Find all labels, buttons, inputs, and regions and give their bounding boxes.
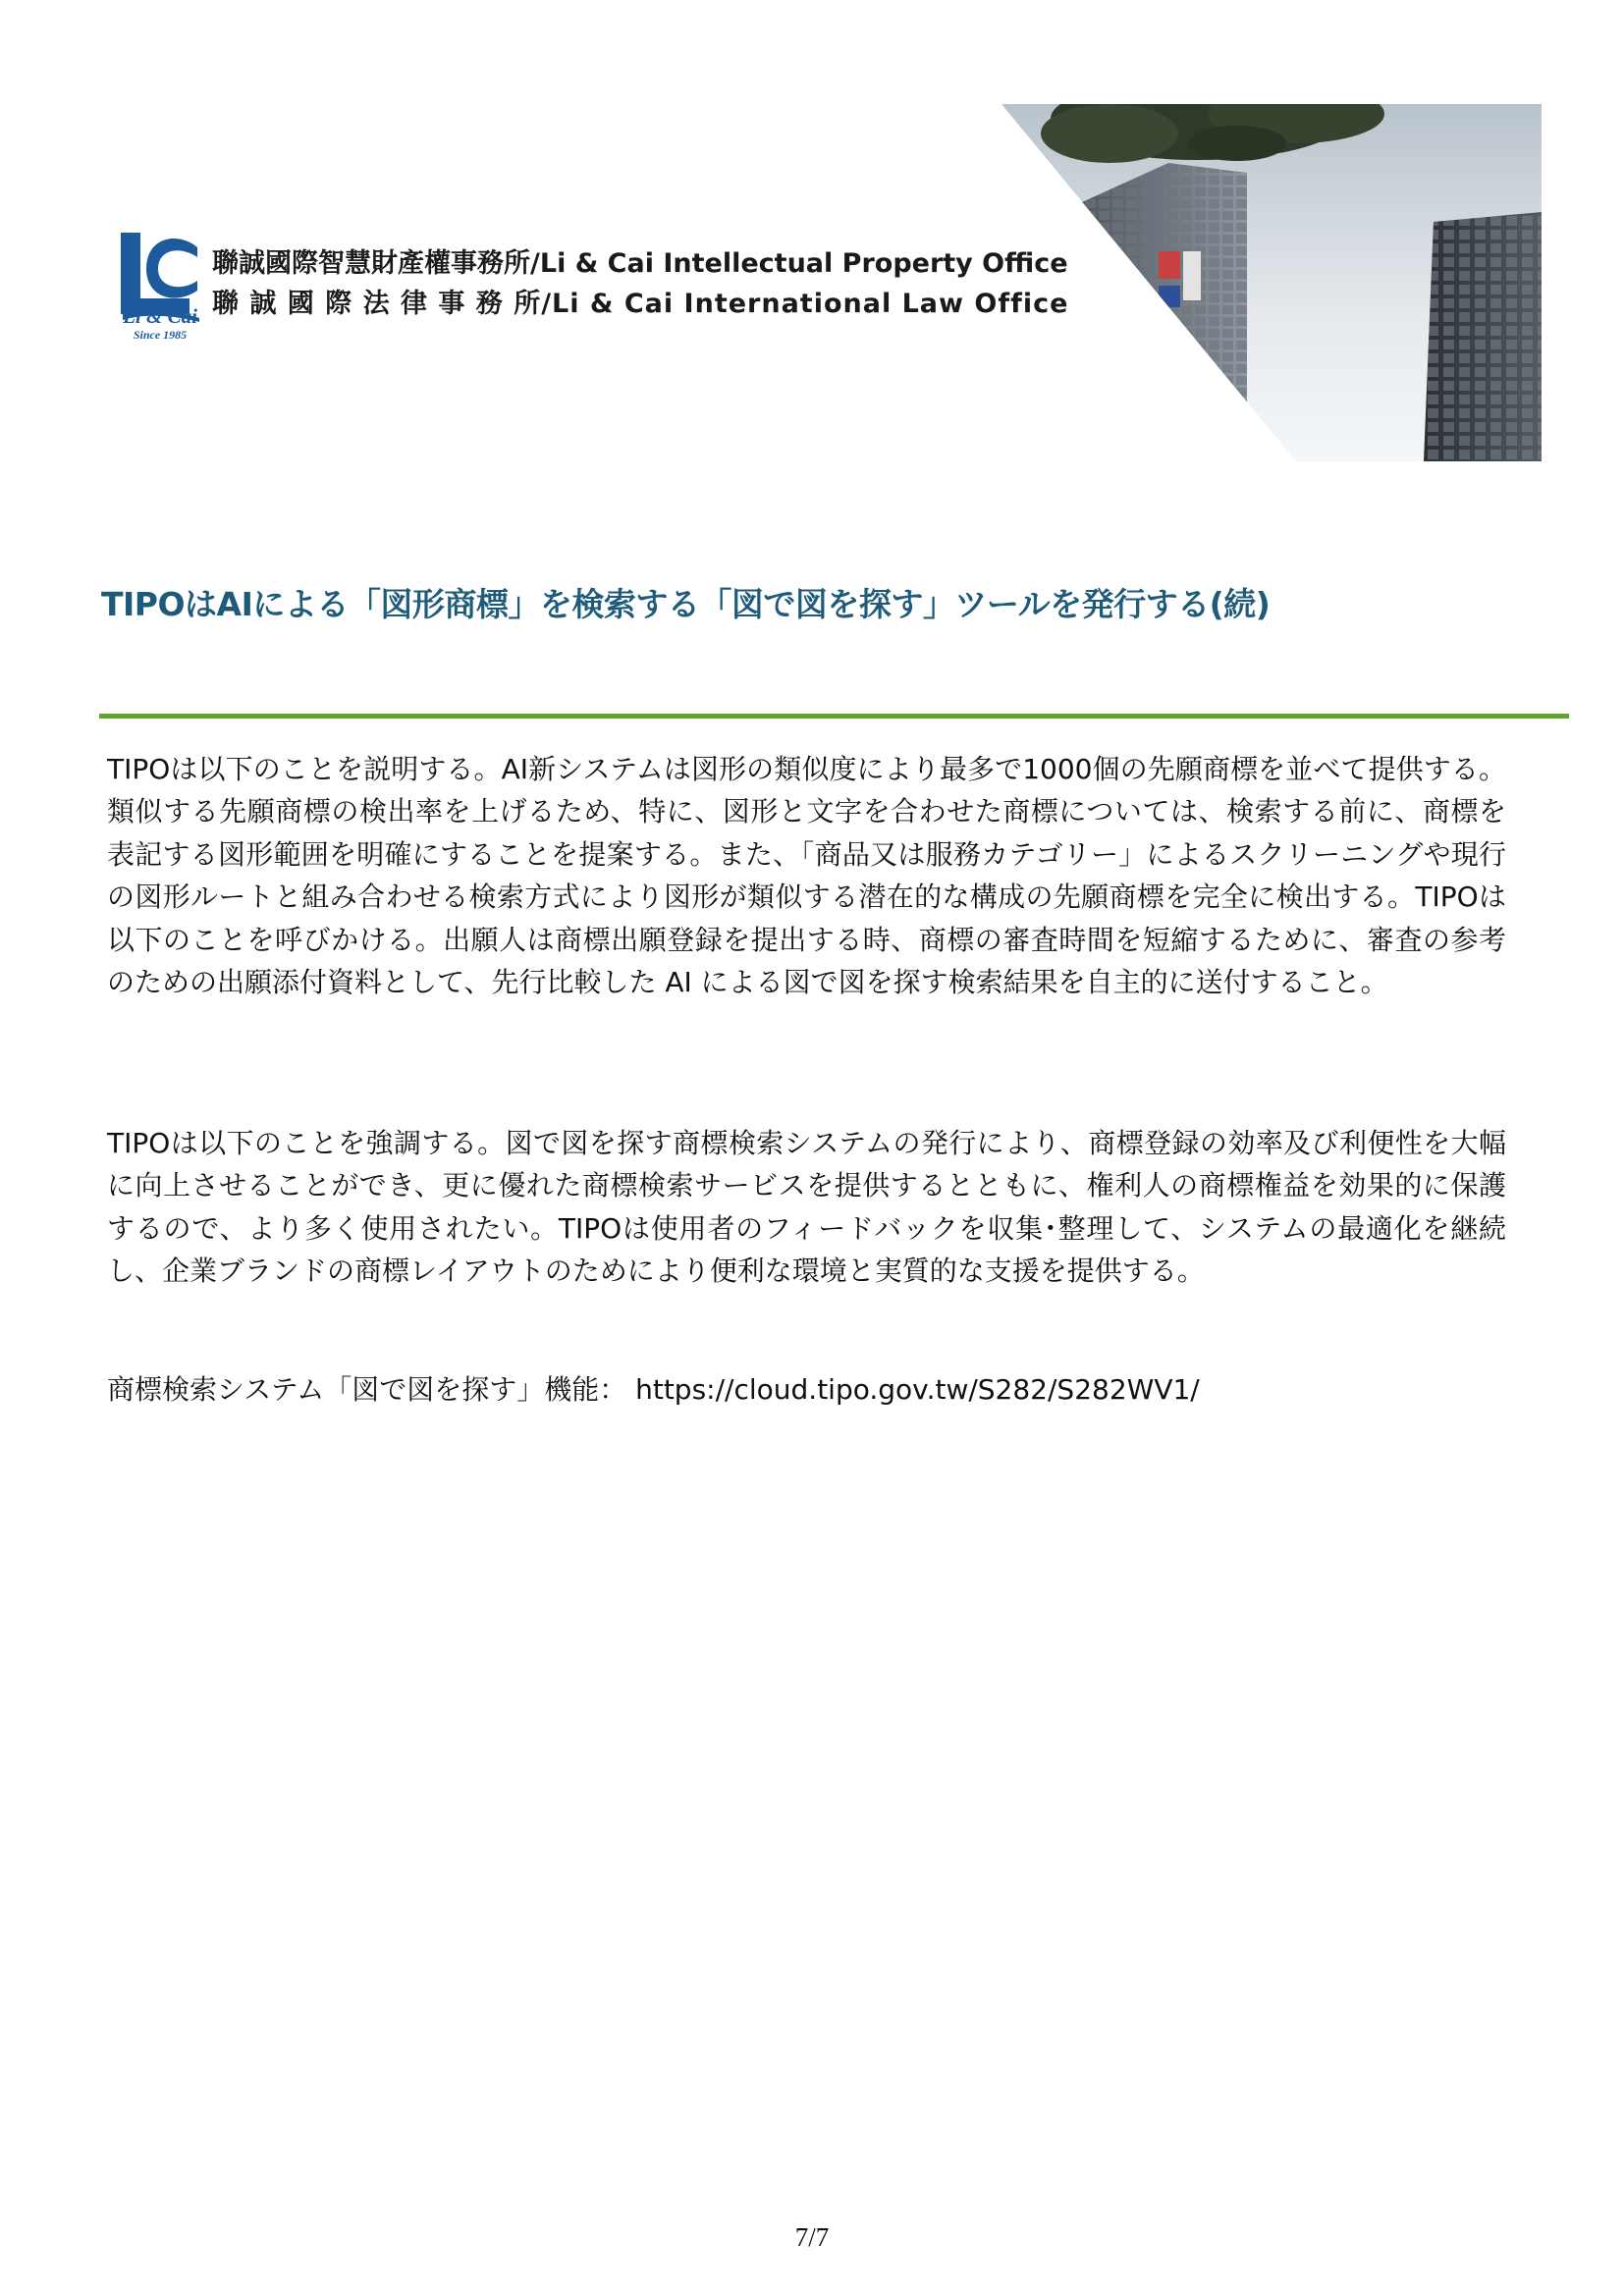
building-photo-image — [1001, 104, 1542, 461]
logo-caption — [111, 306, 209, 341]
paragraph-3-link[interactable]: 商標検索システム「図で図を探す」機能： https://cloud.tipo.gov.tw/S282/S282WV1/ — [107, 1373, 1200, 1406]
title-divider — [99, 714, 1569, 719]
paragraph-1: TIPOは以下のことを説明する。AI新システムは図形の類似度により最多で1000個の先願商標を並べて提供する。類似する先願商標の検出率を上げるため、特に、図形と文字を合わせた商標については、検索する前に、商標を表記する図形範囲を明確にすることを提案する。また、「商品又は服務カテゴリー」によるスクリーニングや現行の図形ルートと組み合わせる検索方式により図形が類似する潜在的な構成の先願商標を完全に検出する。TIPOは以下のことを呼びかける。出願人は商標出願登録を提出する時、商標の審査時間を短縮するために、審査の参考のための出願添付資料として、先行比較した AI による図で図を探す検索結果を自主的に送付すること。 — [107, 753, 1506, 999]
page-number: 7/7 — [794, 2222, 830, 2252]
logo-text: Li & Cai — [123, 304, 197, 328]
paragraph-2: TIPOは以下のことを強調する。図で図を探す商標検索システムの発行により、商標登録の効率及び利便性を大幅に向上させることができ、更に優れた商標検索サービスを提供するとともに、権利人の商標権益を効果的に保護するので、より多く使用されたい。TIPOは使用者のフィードバックを収集･整理して、システムの最適化を継続し、企業ブランドの商標レイアウトのためにより便利な環境と実質的な支援を提供する。 — [107, 1127, 1506, 1288]
article-title: TIPOはAIによる「図形商標」を検索する「図で図を探す」ツールを発行する(続) — [101, 585, 1271, 623]
office-name-law: 聯 誠 國 際 法 律 事 務 所/Li & Cai International Law Office — [212, 289, 1069, 319]
logo-since: Since 1985 — [133, 328, 188, 342]
office-name-ip: 聯誠國際智慧財產權事務所/Li & Cai Intellectual Property Office — [212, 248, 1068, 279]
